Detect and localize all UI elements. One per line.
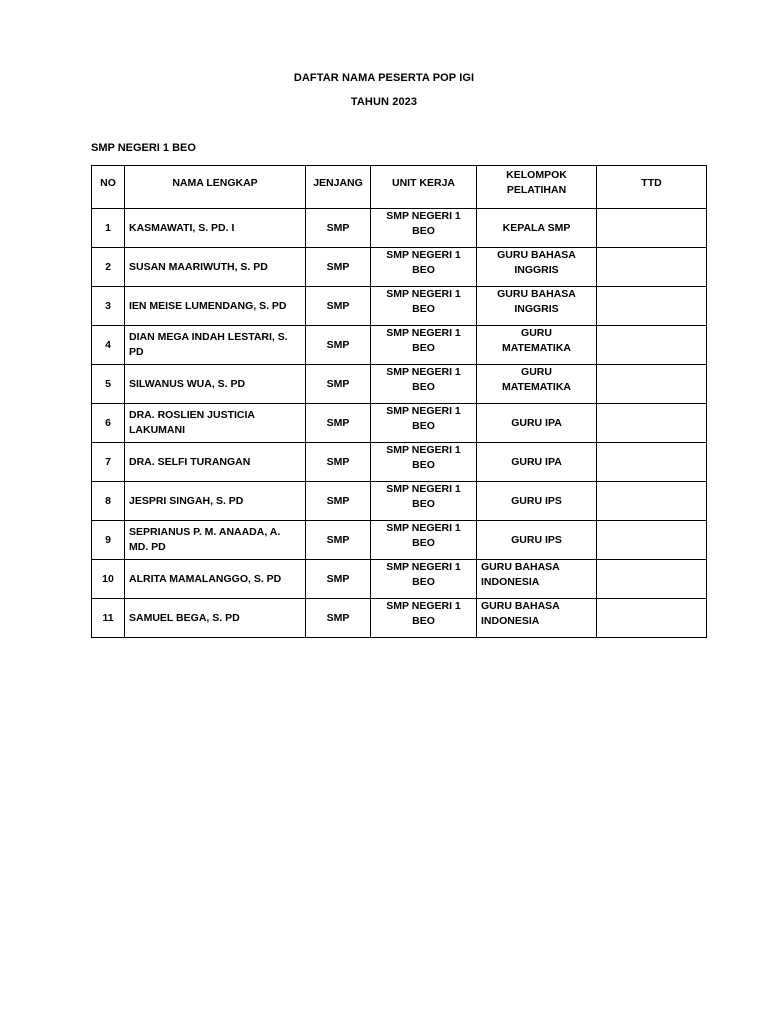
school-name: SMP NEGERI 1 BEO	[91, 142, 196, 154]
participant-name: DRA. ROSLIEN JUSTICIA LAKUMANI	[125, 404, 306, 443]
table-row	[92, 287, 707, 326]
unit-kerja-line1: SMP NEGERI 1	[386, 405, 461, 417]
kelompok-line2: INGGRIS	[514, 264, 559, 276]
table-row	[92, 404, 707, 443]
row-number: 10	[92, 560, 125, 599]
participant-name: SAMUEL BEGA, S. PD	[125, 599, 306, 638]
table-row	[92, 599, 707, 638]
signature-cell	[597, 482, 707, 521]
signature-cell	[597, 209, 707, 248]
unit-kerja-line1: SMP NEGERI 1	[386, 210, 461, 222]
participant-unit-kerja	[371, 365, 477, 404]
table-row	[92, 521, 707, 560]
kelompok-line1: GURU BAHASA	[497, 249, 576, 261]
participant-name: SUSAN MAARIWUTH, S. PD	[125, 248, 306, 287]
participant-name: KASMAWATI, S. PD. I	[125, 209, 306, 248]
signature-cell	[597, 287, 707, 326]
unit-kerja-line1: SMP NEGERI 1	[386, 483, 461, 495]
participant-jenjang: SMP	[306, 365, 371, 404]
participant-name: IEN MEISE LUMENDANG, S. PD	[125, 287, 306, 326]
unit-kerja-line1: SMP NEGERI 1	[386, 288, 461, 300]
unit-kerja-line2: BEO	[412, 537, 435, 549]
unit-kerja-line2: BEO	[412, 420, 435, 432]
unit-kerja-line2: BEO	[412, 615, 435, 627]
table-row	[92, 209, 707, 248]
participant-unit-kerja	[371, 521, 477, 560]
row-number: 5	[92, 365, 125, 404]
signature-cell	[597, 521, 707, 560]
table-header-row	[92, 166, 707, 209]
participant-jenjang: SMP	[306, 248, 371, 287]
participant-jenjang: SMP	[306, 443, 371, 482]
kelompok-line1: GURU IPS	[511, 494, 562, 507]
kelompok-line1: KEPALA SMP	[502, 221, 571, 234]
document-title: DAFTAR NAMA PESERTA POP IGI	[293, 72, 475, 84]
participant-name: ALRITA MAMALANGGO, S. PD	[125, 560, 306, 599]
participant-unit-kerja	[371, 248, 477, 287]
participant-kelompok-pelatihan	[477, 443, 597, 482]
participant-jenjang: SMP	[306, 521, 371, 560]
participant-kelompok-pelatihan	[477, 599, 597, 638]
participant-kelompok-pelatihan	[477, 248, 597, 287]
kelompok-line1: GURU	[521, 327, 552, 339]
participant-kelompok-pelatihan	[477, 482, 597, 521]
participant-kelompok-pelatihan	[477, 209, 597, 248]
participant-unit-kerja	[371, 287, 477, 326]
unit-kerja-line1: SMP NEGERI 1	[386, 561, 461, 573]
table-row	[92, 365, 707, 404]
table-row	[92, 560, 707, 599]
signature-cell	[597, 365, 707, 404]
kelompok-line2: INDONESIA	[481, 576, 540, 588]
unit-kerja-line1: SMP NEGERI 1	[386, 249, 461, 261]
signature-cell	[597, 404, 707, 443]
participant-kelompok-pelatihan	[477, 521, 597, 560]
kelompok-line2: INGGRIS	[514, 303, 559, 315]
participant-unit-kerja	[371, 326, 477, 365]
row-number: 7	[92, 443, 125, 482]
row-number: 9	[92, 521, 125, 560]
row-number: 8	[92, 482, 125, 521]
header-unit-kerja: UNIT KERJA	[371, 166, 477, 209]
kelompok-line2: MATEMATIKA	[501, 342, 571, 354]
participant-name: SEPRIANUS P. M. ANAADA, A. MD. PD	[125, 521, 306, 560]
participant-jenjang: SMP	[306, 560, 371, 599]
header-no: NO	[92, 166, 125, 209]
row-number: 2	[92, 248, 125, 287]
signature-cell	[597, 443, 707, 482]
kelompok-line1: GURU IPA	[511, 416, 562, 429]
unit-kerja-line2: BEO	[412, 498, 435, 510]
participant-jenjang: SMP	[306, 404, 371, 443]
kelompok-line1: GURU BAHASA	[481, 600, 560, 612]
table-row	[92, 248, 707, 287]
table-row	[92, 443, 707, 482]
kelompok-line1: GURU IPS	[511, 533, 562, 546]
participant-jenjang: SMP	[306, 326, 371, 365]
kelompok-line1: GURU	[521, 366, 552, 378]
participant-jenjang: SMP	[306, 599, 371, 638]
participant-kelompok-pelatihan	[477, 287, 597, 326]
participant-name: SILWANUS WUA, S. PD	[125, 365, 306, 404]
header-jenjang: JENJANG	[306, 166, 371, 209]
participant-unit-kerja	[371, 482, 477, 521]
signature-cell	[597, 560, 707, 599]
participant-kelompok-pelatihan	[477, 365, 597, 404]
header-ttd: TTD	[597, 166, 707, 209]
participant-name: JESPRI SINGAH, S. PD	[125, 482, 306, 521]
unit-kerja-line1: SMP NEGERI 1	[386, 444, 461, 456]
row-number: 6	[92, 404, 125, 443]
header-kelompok-line1: KELOMPOK	[506, 169, 567, 181]
unit-kerja-line1: SMP NEGERI 1	[386, 366, 461, 378]
participant-kelompok-pelatihan	[477, 404, 597, 443]
participant-name: DRA. SELFI TURANGAN	[125, 443, 306, 482]
unit-kerja-line2: BEO	[412, 381, 435, 393]
participant-unit-kerja	[371, 443, 477, 482]
signature-cell	[597, 599, 707, 638]
participant-table	[91, 165, 707, 638]
table-row	[92, 326, 707, 365]
row-number: 1	[92, 209, 125, 248]
header-kelompok-pelatihan	[477, 166, 597, 209]
header-name: NAMA LENGKAP	[125, 166, 306, 209]
unit-kerja-line2: BEO	[412, 576, 435, 588]
participant-name: DIAN MEGA INDAH LESTARI, S. PD	[125, 326, 306, 365]
row-number: 11	[92, 599, 125, 638]
participant-kelompok-pelatihan	[477, 560, 597, 599]
participant-unit-kerja	[371, 209, 477, 248]
participant-unit-kerja	[371, 560, 477, 599]
participant-jenjang: SMP	[306, 482, 371, 521]
signature-cell	[597, 248, 707, 287]
kelompok-line2: INDONESIA	[481, 615, 540, 627]
row-number: 4	[92, 326, 125, 365]
row-number: 3	[92, 287, 125, 326]
kelompok-line2: MATEMATIKA	[501, 381, 571, 393]
unit-kerja-line2: BEO	[412, 303, 435, 315]
participant-unit-kerja	[371, 404, 477, 443]
unit-kerja-line1: SMP NEGERI 1	[386, 522, 461, 534]
signature-cell	[597, 326, 707, 365]
kelompok-line1: GURU IPA	[511, 455, 562, 468]
header-kelompok-line2: PELATIHAN	[506, 184, 567, 196]
participant-unit-kerja	[371, 599, 477, 638]
participant-kelompok-pelatihan	[477, 326, 597, 365]
unit-kerja-line2: BEO	[412, 342, 435, 354]
document-year: TAHUN 2023	[350, 96, 418, 108]
participant-jenjang: SMP	[306, 287, 371, 326]
kelompok-line1: GURU BAHASA	[481, 561, 560, 573]
unit-kerja-line2: BEO	[412, 264, 435, 276]
participant-jenjang: SMP	[306, 209, 371, 248]
table-row	[92, 482, 707, 521]
unit-kerja-line1: SMP NEGERI 1	[386, 327, 461, 339]
unit-kerja-line1: SMP NEGERI 1	[386, 600, 461, 612]
unit-kerja-line2: BEO	[412, 459, 435, 471]
unit-kerja-line2: BEO	[412, 225, 435, 237]
kelompok-line1: GURU BAHASA	[497, 288, 576, 300]
